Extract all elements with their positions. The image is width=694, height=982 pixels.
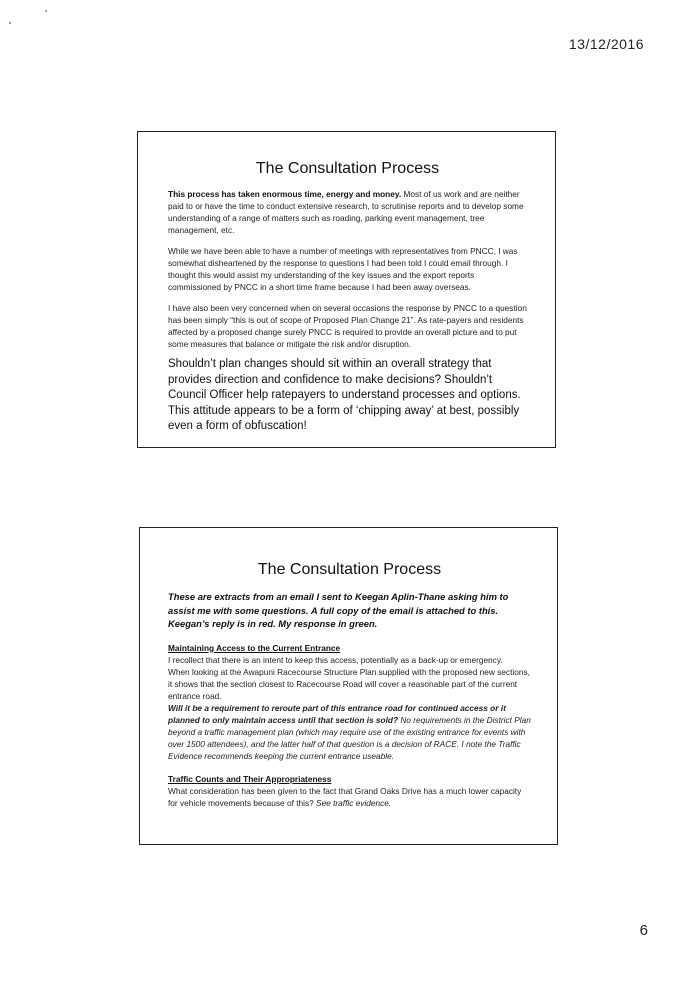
- slide-paragraph: [168, 785, 531, 809]
- slide-1: [137, 131, 556, 448]
- section-heading: Traffic Counts and Their Appropriateness: [168, 773, 332, 784]
- question-text: What consideration has been given to the fact that Grand Oaks Drive has a much lower capacity for vehicle movements because of this?: [168, 785, 522, 808]
- slide-paragraph: I have also been very concerned when on several occasions the response by PNCC to a question has been simply “this is out of scope of Proposed Plan Change 21”. As rate-payers and residents affected by a proposed change surely PNCC is required to provide an overall picture and to put some measures that balance or mitigate the risk and/or disruption.: [168, 303, 527, 349]
- slide-callout: Shouldn’t plan changes should sit within an overall strategy that provides direction and confidence to make decisions? Shouldn’t Council Officer help ratepayers to understand processes and options. This attitude appears to be a form of ‘chipping away’ at best, possibly even a form of obfuscation!: [168, 358, 521, 432]
- slide-paragraph: While we have been able to have a number of meetings with representatives from PNCC, I was somewhat disheartened by the response to questions I had been told I could email through. I thought this would assist my understanding of the key issues and the export reports commissioned by PNCC in a short time frame because I had been away overseas.: [168, 246, 518, 292]
- emphasis-text: This process has taken enormous time, energy and money.: [168, 189, 402, 199]
- reply-text: No requirements in the District Plan beyond a traffic management plan (which may require use of the existing entrance for events with over 1500 attendees), and the latter half of that question is a decision of RACE. I note the Traffic Evidence recommends keeping the current entrance useable.: [168, 714, 531, 761]
- slide-paragraph: [168, 188, 527, 236]
- section-heading: Maintaining Access to the Current Entrance: [168, 642, 341, 653]
- document-date: 13/12/2016: [568, 36, 644, 52]
- scan-mark: [45, 10, 47, 12]
- slide-paragraph: When looking at the Awapuni Racecourse Structure Plan supplied with the proposed new sections, it shows that the section closest to Racecourse Road will cover a reasonable part of the current entrance road.: [168, 666, 530, 701]
- body-text: Most of us work and are neither paid to or have the time to conduct extensive research, to scrutinise reports and to develop some understanding of a range of matters such as roading, parking event management, tree management, etc.: [168, 189, 524, 235]
- slide-intro: These are extracts from an email I sent to Keegan Aplin-Thane asking him to assist me with some questions. A full copy of the email is attached to this. Keegan’s reply is in red. My response in green.: [168, 591, 509, 629]
- slide-title: The Consultation Process: [255, 160, 440, 177]
- slide-paragraph: I recollect that there is an intent to keep this access, potentially as a back-up or emergency.: [168, 654, 503, 665]
- slide-title: The Consultation Process: [257, 561, 442, 578]
- slide-paragraph: [168, 702, 531, 762]
- slide-2: [139, 527, 558, 845]
- page-number: 6: [639, 922, 648, 939]
- question-text: Will it be a requirement to reroute part of this entrance road for continued access or it planned to only maintain access until that section is sold?: [168, 702, 506, 725]
- reply-text: See traffic evidence.: [313, 797, 392, 808]
- scan-mark: [9, 22, 11, 24]
